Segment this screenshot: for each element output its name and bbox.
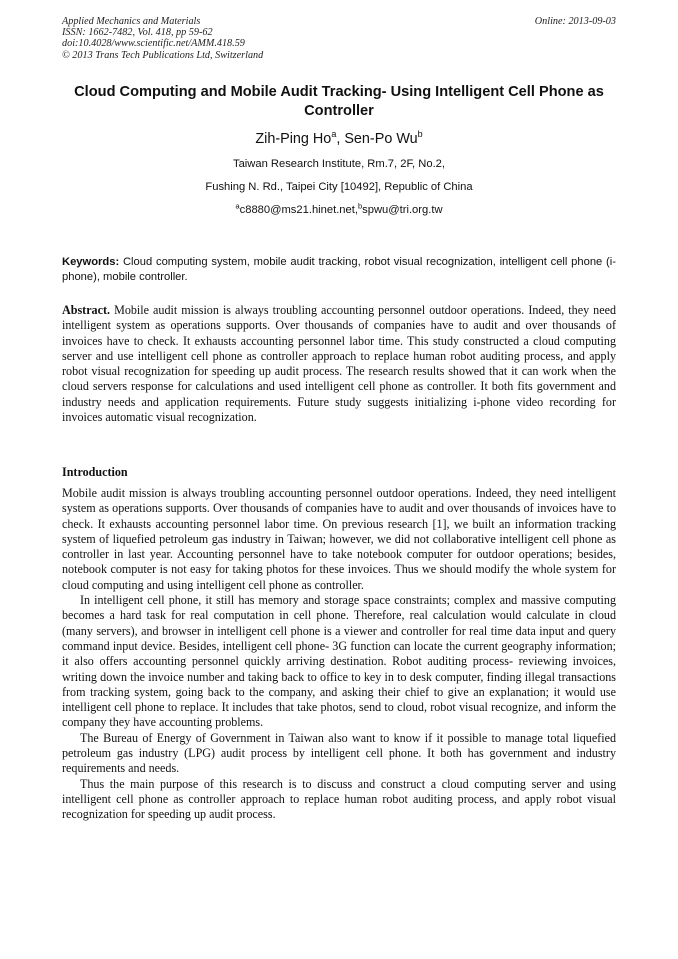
email-line — [62, 203, 616, 217]
affiliation-line: Fushing N. Rd., Taipei City [10492], Republic of China — [205, 181, 473, 193]
issn-line: ISSN: 1662-7482, Vol. 418, pp 59-62 — [62, 27, 213, 39]
author-name: Sen-Po Wu — [344, 131, 418, 147]
section-heading: Introduction — [62, 465, 128, 479]
abstract-block — [62, 303, 616, 425]
author-name: Zih-Ping Ho — [255, 131, 332, 147]
body-paragraph: Thus the main purpose of this research is to discuss and construct a cloud computing server and using intelligent cell phone as controller approach to replace human robot auditing process, and apply robot visual recognization for speeding up audit process. — [62, 776, 616, 822]
abstract-label: Abstract. — [62, 303, 111, 317]
author-affil-mark: a — [331, 129, 337, 140]
doi-line: doi:10.4028/www.scientific.net/AMM.418.59 — [62, 38, 245, 50]
email-mark: b — [357, 201, 363, 211]
email-address: c8880@ms21.hinet.net, — [239, 204, 358, 216]
body-paragraph: In intelligent cell phone, it still has memory and storage space constraints; complex and massive computing becomes a hard task for real computation in cell phone. Therefore, real calculation would calculate in cloud (many servers), and browser in intelligent cell phone is a viewer and controller for real time data input and query command input device. Besides, intelligent cell phone- 3G function can locate the current geography information; it also offers accounting personnel quickly arriving destination. Robot auditing process- reviewing invoices, writing down the invoice number and taking back to office to key in to desk computer, finding illegal transactions from tracking system, going back to the company, and asking their chief to give an explanation; it would use intelligent cell phone to replace. It includes that take photos, send to cloud, robot visual recognize, and inform the company they have accounting problems. — [62, 593, 616, 730]
journal-header — [62, 16, 616, 61]
author-line — [62, 130, 616, 148]
keywords-block — [62, 255, 616, 285]
keywords-text: Cloud computing system, mobile audit tracking, robot visual recognization, intelligent cell phone (i-phone), mobile controller. — [62, 256, 616, 283]
email-address: spwu@tri.org.tw — [362, 204, 443, 216]
introduction-body — [62, 486, 616, 823]
abstract-text: Mobile audit mission is always troubling accounting personnel outdoor operations. Indeed, they need intelligent system as operations supports. Over thousands of companies have to audit and over thousands of invoices have to check. It exhausts accounting personnel labor time. This study constructed a cloud computing server and use intelligent cell phone as controller approach to replace human robot auditing process, and apply robot visual recognization for speeding up audit process. The research results showed that it can work when the cloud servers response for calculations and used intelligent cell phone as controller. It both fits government and industry needs and application requirements. Future study suggests initializing i-phone video recording for invoices automatic visual recognization. — [62, 303, 616, 425]
online-date: Online: 2013-09-03 — [534, 16, 616, 27]
author-separator: , — [336, 131, 345, 147]
paper-title: Cloud Computing and Mobile Audit Tracking- Using Intelligent Cell Phone as Controller — [74, 84, 604, 119]
author-affil-mark: b — [417, 129, 423, 140]
journal-name: Applied Mechanics and Materials — [62, 16, 201, 27]
body-paragraph: The Bureau of Energy of Government in Taiwan also want to know if it possible to manage total liquefied petroleum gas industry (LPG) audit process by intelligent cell phone. It both has government and industry requirements and needs. — [62, 730, 616, 776]
email-mark: a — [235, 201, 240, 211]
affiliation-line: Taiwan Research Institute, Rm.7, 2F, No.2, — [232, 158, 446, 170]
keywords-label: Keywords: — [62, 256, 120, 268]
body-paragraph: Mobile audit mission is always troubling accounting personnel outdoor operations. Indeed, they need intelligent system as operations supports. Over thousands of companies have to audit and over thousands of invoices have to check. It exhausts accounting personnel labor time. On previous research [1], we built an information tracking system of liquefied petroleum gas industry in Taiwan; however, we did not collaborative intelligent cell phone as controller in last year. Accounting personnel have to take notebook computer for outdoor operations; besides, notebook computer is not easy for taking photos for these invoices. Thus we should modify the whole system for cloud computing and using intelligent cell phone as controller. — [62, 486, 616, 592]
copyright-line: © 2013 Trans Tech Publications Ltd, Switzerland — [62, 49, 264, 61]
